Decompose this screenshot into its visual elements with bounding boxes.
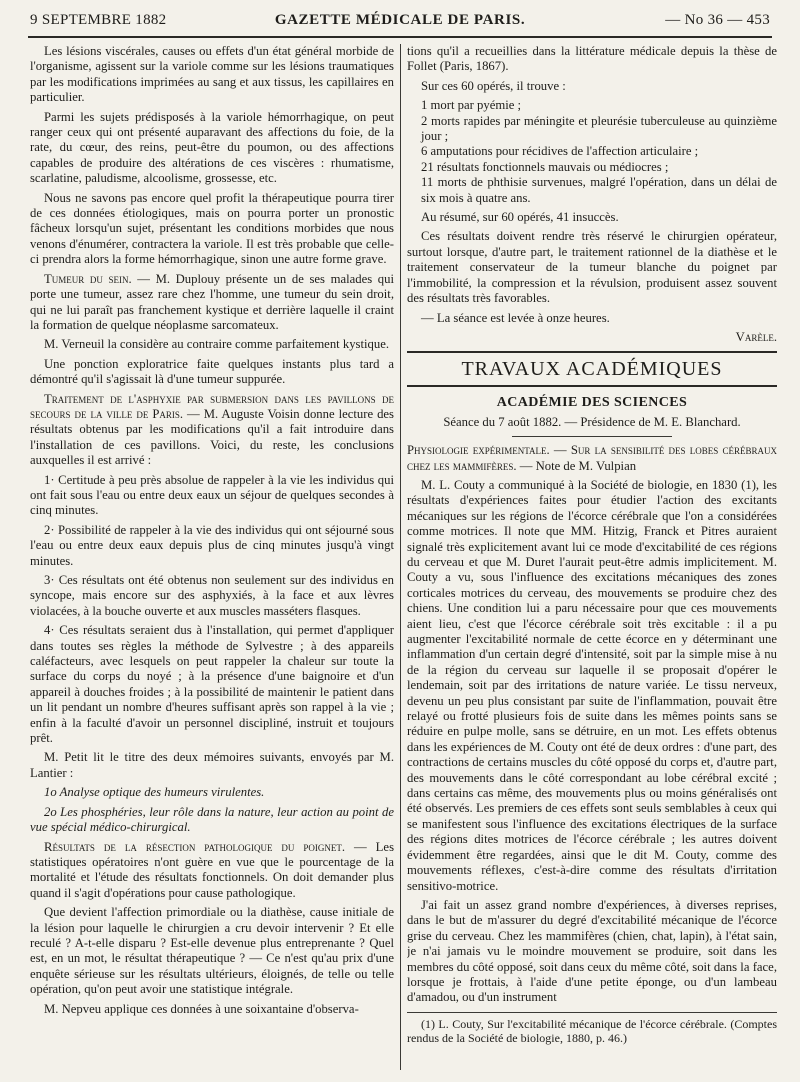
- paragraph: Que devient l'affection primordiale ou la diathèse, cause initiale de la lésion pour laquelle le chirurgien a cru devoir intervenir ? Et elle reculé ? A-t-elle disparu ? Est-elle devenue plus entreprenante ? Quel est, en un mot, le résultat thérapeutique ? — Ce n'est qu'au prix d'une enquête sérieuse sur les résultats ultérieurs, éloignés, de telle ou telle opération, qu'on peut avoir une statistique intégrale.: [30, 905, 394, 997]
- paragraph: — La séance est levée à onze heures.: [421, 310, 610, 325]
- column-divider: [400, 44, 401, 1070]
- paragraph: Traitement de l'asphyxie par submersion dans les pavillons de secours de la ville de Paris. — M. Auguste Voisin donne lecture des résultats obtenus par les modifications qu'il a fait introduire dans l'installation de ces pavillons. Voici, du reste, les conclusions auxquelles il est arrivé :: [30, 391, 394, 468]
- results-list: [421, 98, 777, 206]
- author-signature: Varèle.: [735, 329, 777, 344]
- issue-page-number: — No 36 — 453: [665, 12, 770, 28]
- paragraph: Parmi les sujets prédisposés à la variole hémorrhagique, on peut ranger ceux qui ont présenté auparavant des affections du foie, de la rate, du cœur, des reins, peut-être du poumon, ou des affections capables de produire des altérations de ces viscères : rhumatisme, scarlatine, paludisme, alcoolisme, grossesse, etc.: [30, 109, 394, 186]
- footnote-text: (1) L. Couty, Sur l'excitabilité mécanique de l'écorce cérébrale. (Comptes rendus de la Société de biologie, 1880, p. 46.): [407, 1016, 777, 1046]
- paragraph: Les lésions viscérales, causes ou effets d'un état général morbide de l'organisme, agissent sur la variole comme sur les lésions traumatiques par les modifications imprimées au sang et aux tissus, les capillaires en particulier.: [30, 44, 394, 105]
- paragraph: M. Nepveu applique ces données à une soixantaine d'observa-: [44, 1001, 359, 1016]
- paragraph: tions qu'il a recueillies dans la littérature médicale depuis la thèse de Follet (Paris, 1867).: [407, 44, 777, 74]
- list-item: 11 morts de phthisie survenues, malgré l'opération, dans un délai de six mois à quatre ans.: [421, 175, 777, 205]
- article-heading: Physiologie expérimentale. — Sur la sensibilité des lobes cérébraux chez les mammifères.: [407, 443, 777, 473]
- paragraph: 2· Possibilité de rappeler à la vie des individus qui ont séjourné sous l'eau ou entre deux eaux depuis plus de cinq minutes jusqu'à vingt minutes.: [30, 522, 394, 568]
- page-header: [30, 12, 770, 34]
- paragraph: M. Verneuil la considère au contraire comme parfaitement kystique.: [44, 337, 390, 352]
- paragraph: Tumeur du sein. — M. Duplouy présente un de ses malades qui porte une tumeur, assez rare chez l'homme, une tumeur du sein droit, qui ne lui paraît pas franchement kystique et derrière laquelle il craint la formation de quelque néoplasme sarcomateux.: [30, 271, 394, 332]
- section-heading-tumeur: Tumeur du sein.: [44, 271, 132, 286]
- paragraph: M. L. Couty a communiqué à la Société de biologie, en 1830 (1), les résultats d'expériences faites pour étudier l'action des excitants mécaniques sur les régions de l'écorce cérébrale que l'on a considérées comme motrices. Il note que MM. Hitzig, Franck et Pitres auraient signalé très explicitement avant lui ce mode d'excitabilité de ces régions du cerveau et que M. Duret l'aurait peut-être admis implicitement. M. Couty a vu, sous l'influence des excitations mécaniques des zones corticales motrices du cerveau, des mouvements se produire chez des chiens. Une condition lui a paru nécessaire pour que ces mouvements aient lieu, c'est que l'écorce cérébrale soit très excitable : il a pu augmenter l'excitabilité normale de cette écorce en y déterminant une inflammation d'un certain degré d'intensité, soit par la simple mise à nu de la région du cerveau sur laquelle il se proposait d'opérer le lendemain, soit par des irritations de nature variée. Le tissu nerveux, devenu un peu plus consistant par suite de l'inflammation, pouvait être relayé ou frotté plusieurs fois de suite dans les mêmes points sans se réduire en pulpe molle, sans se détruire, en un mot. Les effets obtenus dans les expériences de M. Couty ont été de deux ordres : d'une part, des contractions de certains muscles du côté opposé du corps et, d'autre part, des mouvements dans le côté correspondant au lobe cérébral excité ; dans certains cas même, des mouvements plus ou moins généralisés ont été observés. Les premiers de ces effets sont seuls semblables à ceux qui se manifestent sous l'influence des excitations électriques de la surface des régions dites motrices de l'écorce cérébrale ; les autres doivent évidemment être regardées, ainsi que le dit M. Couty, comme des mouvements réflexes, c'est-à-dire comme des résultats d'irritation sensitivo-motrice.: [407, 477, 777, 893]
- paragraph: 3· Ces résultats ont été obtenus non seulement sur des individus en syncope, mais encore sur des asphyxiés, à la face et aux lèvres violacées, à la bouche ouverte et aux muscles masséters flasques.: [30, 573, 394, 618]
- journal-title: GAZETTE MÉDICALE DE PARIS.: [274, 12, 526, 28]
- section-title: TRAVAUX ACADÉMIQUES: [407, 351, 777, 387]
- paragraph: Physiologie expérimentale. — Sur la sensibilité des lobes cérébraux chez les mammifères. — Note de M. Vulpian: [407, 443, 777, 473]
- footnote: [407, 1017, 777, 1046]
- session-rule: [512, 436, 672, 437]
- paragraph: Nous ne savons pas encore quel profit la thérapeutique pourra tirer de ces données étiologiques, mais on pourra porter un pronostic fâcheux lorsqu'un sujet, présentant les conditions morbides que nous venons d'énumérer, contractera la variole. Il est très probable que celle-ci prendra alors la forme hémorrhagique, sinon une autre forme grave.: [30, 190, 394, 267]
- paragraph: Au résumé, sur 60 opérés, 41 insuccès.: [421, 210, 619, 225]
- paragraph: Sur ces 60 opérés, il trouve :: [421, 78, 566, 93]
- paragraph: 2o Les phosphéries, leur rôle dans la nature, leur action au point de vue spécial médico-chirurgical.: [30, 804, 394, 835]
- list-item: 1 mort par pyémie ;: [421, 98, 522, 113]
- left-column: [30, 44, 394, 1072]
- paragraph: M. Petit lit le titre des deux mémoires suivants, envoyés par M. Lantier :: [30, 750, 394, 780]
- paragraph: Une ponction exploratrice faite quelques instants plus tard a démontré qu'il s'agissait là d'une tumeur suppurée.: [30, 356, 394, 387]
- list-item: 21 résultats fonctionnels mauvais ou médiocres ;: [421, 159, 669, 174]
- section-heading-asphyxie: Traitement de l'asphyxie par submersion dans les pavillons de secours de la ville de Paris.: [30, 391, 394, 421]
- right-column: [407, 44, 777, 1072]
- list-item: 2 morts rapides par méningite et pleurésie tuberculeuse au quinzième jour ;: [421, 113, 777, 144]
- paragraph: Ces résultats doivent rendre très réservé le chirurgien opérateur, surtout lorsque, d'autre part, le traitement rationnel de la diathèse et le traitement conservateur de la tumeur blanche du poignet par l'immobilité, la compression et la révulsion, produisent assez souvent des résultats très favorables.: [407, 229, 777, 306]
- session-line: Séance du 7 août 1882. — Présidence de M. E. Blanchard.: [443, 414, 741, 429]
- paragraph: 4· Ces résultats seraient dus à l'installation, qui permet d'appliquer dans toutes ses règles la méthode de Sylvestre ; à des appareils caléfacteurs, avec lesquels on peut rappeler la chaleur sur toute la surface du corps du noyé ; à la présence d'une baignoire et d'un appareil à douches froides ; à la possibilité de maintenir le patient dans un lit pendant un nombre d'heures suffisant après son rappel à la vie ; enfin à la faculté d'avoir un personnel discipliné, instruit et toujours prêt.: [30, 623, 394, 746]
- paragraph: Résultats de la résection pathologique du poignet. — Les statistiques opératoires n'ont guère en vue que le pourcentage de la mortalité et l'étude des résultats fonctionnels. On doit demander plus quand il s'agit d'opérations pour cause pathologique.: [30, 839, 394, 900]
- academy-heading: ACADÉMIE DES SCIENCES: [496, 395, 688, 411]
- paragraph: J'ai fait un assez grand nombre d'expériences, à diverses reprises, dans le but de m'assurer du degré d'excitabilité mécanique de l'écorce grise du cerveau. Chez les mammifères (chien, chat, lapin), à l'état sain, je n'ai jamais vu le moindre mouvement se produire, soit dans les membres du côté opposé, soit dans ceux du même côté, soit dans la face, lorsque je frottais, à l'aide d'une petite éponge, ou d'un lambeau d'amadou, ou d'un instrument: [407, 897, 777, 1005]
- section-heading-resection: Résultats de la résection pathologique du poignet.: [44, 839, 346, 854]
- paragraph: 1· Certitude à peu près absolue de rappeler à la vie les individus qui ont fait sous l'eau ou entre deux eaux un séjour de quelques secondes à cinq minutes.: [30, 472, 394, 518]
- paragraph: 1o Analyse optique des humeurs virulentes.: [44, 785, 265, 800]
- header-rule: [28, 36, 772, 38]
- list-item: 6 amputations pour récidives de l'affection articulaire ;: [421, 144, 699, 159]
- issue-date: 9 SEPTEMBRE 1882: [30, 12, 167, 28]
- footnote-rule: [407, 1012, 777, 1013]
